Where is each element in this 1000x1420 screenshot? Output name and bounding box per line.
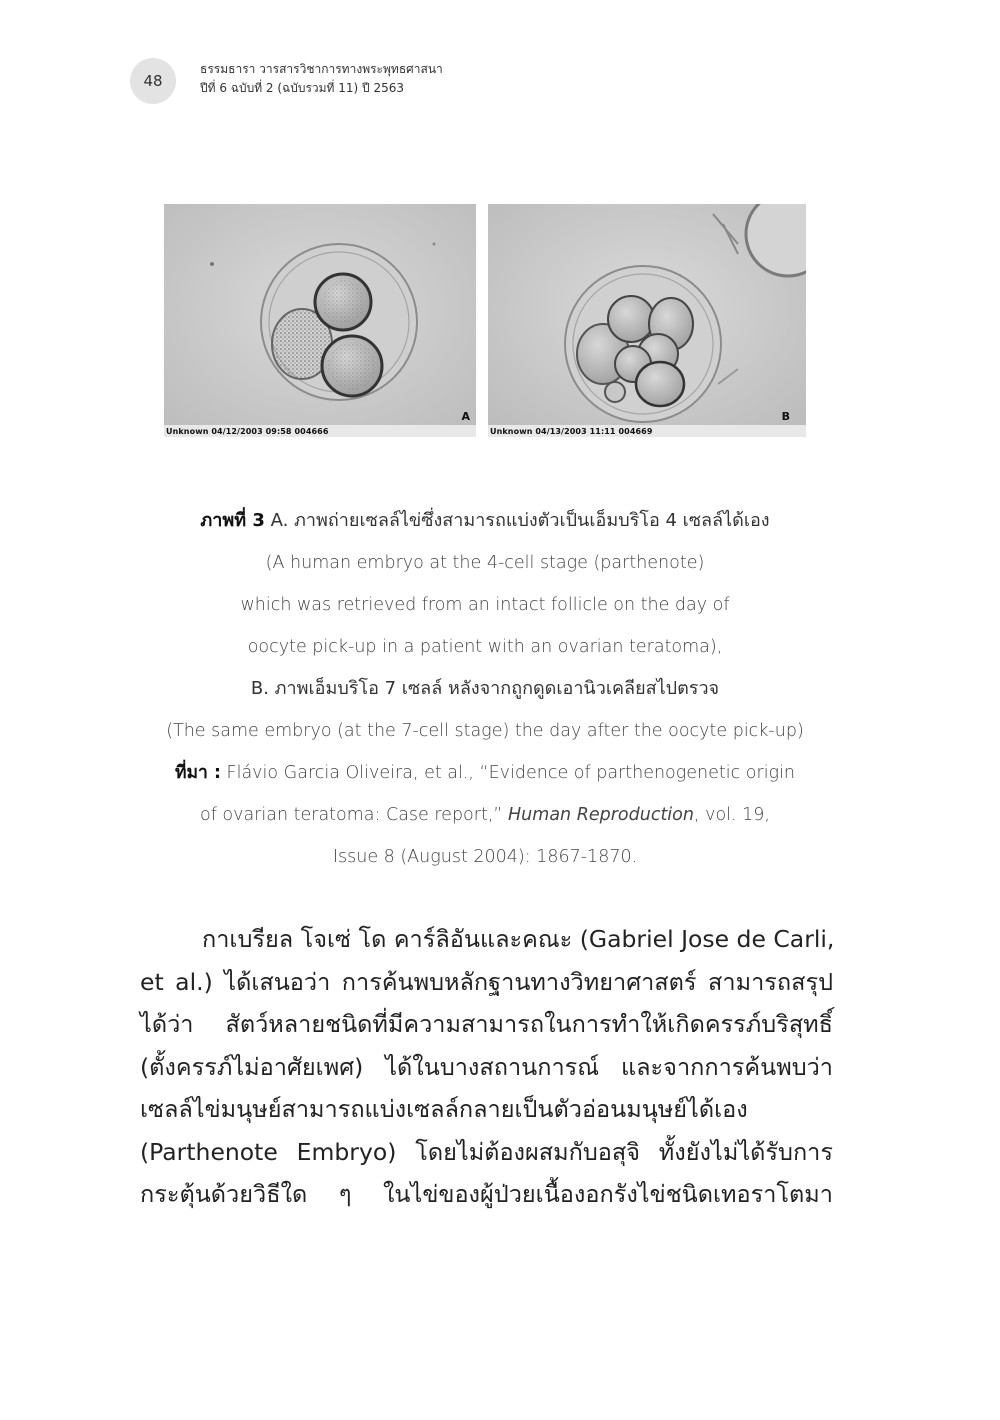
caption-line-4: oocyte pick-up in a patient with an ovarian teratoma), <box>247 637 723 657</box>
source-line-2: of ovarian teratoma: Case report,” Human Reproduction, vol. 19, <box>199 805 770 825</box>
figure-caption <box>130 500 840 878</box>
figure-a-label: A <box>461 410 470 423</box>
source-journal: Human Reproduction <box>508 805 694 825</box>
caption-line-5: B. ภาพเอ็มบริโอ 7 เซลล์ หลังจากถูกดูดเอานิวเคลียสไปตรวจ <box>250 678 720 699</box>
body-line: กาเบรียล โจเซ่ โด คาร์ลิอันและคณะ (Gabriel Jose de Carli, <box>202 925 835 953</box>
source-line-1: ที่มา : Flávio Garcia Oliveira, et al., “Evidence of parthenogenetic origin <box>174 763 796 783</box>
figure-a-micrograph <box>164 204 476 437</box>
body-line: เซลล์ไข่มนุษย์สามารถแบ่งเซลล์กลายเป็นตัวอ่อนมนุษย์ได้เอง <box>140 1095 748 1123</box>
embryo-4-cell-image <box>164 204 476 437</box>
caption-line-1: ภาพที่ 3 A. ภาพถ่ายเซลล์ไข่ซึ่งสามารถแบ่งตัวเป็นเอ็มบริโอ 4 เซลล์ได้เอง <box>200 510 770 531</box>
figure-b-timestamp: Unknown 04/13/2003 11:11 004669 <box>490 427 653 436</box>
body-line: et al.) ได้เสนอว่า การค้นพบหลักฐานทางวิทยาศาสตร์ สามารถสรุป <box>140 967 833 996</box>
running-header <box>200 60 443 98</box>
source-label: ที่มา : <box>174 763 221 783</box>
figure-number-label: ภาพที่ 3 <box>200 510 265 531</box>
body-line: ได้ว่า สัตว์หลายชนิดที่มีความสามารถในการทำให้เกิดครรภ์บริสุทธิ์ <box>140 1010 833 1038</box>
body-line: กระตุ้นด้วยวิธีใด ๆ ในไข่ของผู้ป่วยเนื้องอกรังไข่ชนิดเทอราโตมา <box>140 1180 833 1208</box>
issue-line: ปีที่ 6 ฉบับที่ 2 (ฉบับรวมที่ 11) ปี 2563 <box>200 81 405 95</box>
body-line: (ตั้งครรภ์ไม่อาศัยเพศ) ได้ในบางสถานการณ์ และจากการค้นพบว่า <box>140 1052 833 1081</box>
body-line: (Parthenote Embryo) โดยไม่ต้องผสมกับอสุจิ ทั้งยังไม่ได้รับการ <box>140 1137 833 1166</box>
body-paragraph <box>140 918 833 1216</box>
caption-line-2: (A human embryo at the 4-cell stage (parthenote) <box>265 553 705 573</box>
figure-b-micrograph <box>488 204 806 437</box>
source-line-3: Issue 8 (August 2004): 1867-1870. <box>332 847 638 867</box>
caption-line-3: which was retrieved from an intact follicle on the day of <box>240 595 730 615</box>
figure-a-timestamp: Unknown 04/12/2003 09:58 004666 <box>166 427 329 436</box>
journal-title: ธรรมธารา วารสารวิชาการทางพระพุทธศาสนา <box>200 62 443 76</box>
page-number: 48 <box>143 72 163 90</box>
figure-b-label: B <box>781 410 790 423</box>
embryo-7-cell-image <box>488 204 806 437</box>
caption-line-6: (The same embryo (at the 7-cell stage) the day after the oocyte pick-up) <box>166 721 804 741</box>
page-number-badge <box>130 58 176 104</box>
